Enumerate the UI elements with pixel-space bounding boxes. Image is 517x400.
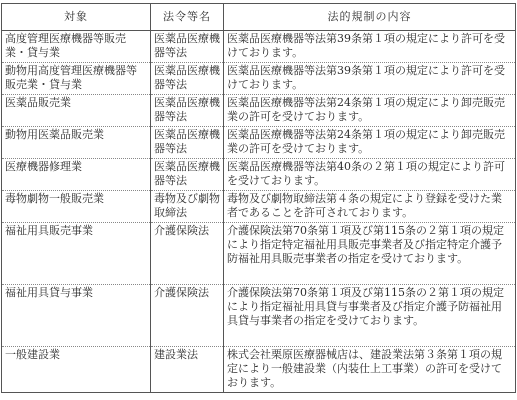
row-content: 医薬品医療機器等法第39条第１項の規定により許可を受けております。 <box>224 31 516 63</box>
header-content: 法的規制の内容 <box>224 4 516 31</box>
row-content: 医薬品医療機器等法第24条第１項の規定により卸売販売業の許可を受けております。 <box>224 95 516 127</box>
header-target: 対象 <box>2 4 151 31</box>
row-law: 介護保険法 <box>151 223 224 285</box>
table-row <box>2 347 516 393</box>
row-target: 医療機器修理業 <box>2 159 151 191</box>
table-row <box>2 63 516 95</box>
table-row <box>2 95 516 127</box>
table-header-row <box>2 4 516 31</box>
row-target: 福祉用具販売事業 <box>2 223 151 285</box>
table-row <box>2 31 516 63</box>
row-law: 建設業法 <box>151 347 224 393</box>
row-content: 介護保険法第70条第１項及び第115条の２第１項の規定により指定特定福祉用具販売事業者及び指定特定介護予防福祉用具販売事業者の指定を受けております。 <box>224 223 516 285</box>
table-row <box>2 285 516 347</box>
table-row <box>2 127 516 159</box>
table-row <box>2 223 516 285</box>
row-content: 株式会社栗原医療器械店は、建設業法第３条第１項の規定により一般建設業（内装仕上工事業）の許可を受けております。 <box>224 347 516 393</box>
row-law: 医薬品医療機器等法 <box>151 127 224 159</box>
row-law: 医薬品医療機器等法 <box>151 31 224 63</box>
regulation-table <box>1 3 516 393</box>
row-content: 介護保険法第70条第１項及び第115条の２第１項の規定により指定福祉用具貸与事業者及び指定介護予防福祉用具貸与事業者の指定を受けております。 <box>224 285 516 347</box>
header-law: 法令等名 <box>151 4 224 31</box>
row-target: 高度管理医療機器等販売業・貸与業 <box>2 31 151 63</box>
row-content: 毒物及び劇物取締法第４条の規定により登録を受けた業者であることを許可されております。 <box>224 191 516 223</box>
row-target: 福祉用具貸与事業 <box>2 285 151 347</box>
table-row <box>2 191 516 223</box>
row-law: 介護保険法 <box>151 285 224 347</box>
row-content: 医薬品医療機器等法第24条第１項の規定により卸売販売業の許可を受けております。 <box>224 127 516 159</box>
table-row <box>2 159 516 191</box>
row-content: 医薬品医療機器等法第40条の２第１項の規定により許可を受けております。 <box>224 159 516 191</box>
row-target: 一般建設業 <box>2 347 151 393</box>
row-target: 動物用医薬品販売業 <box>2 127 151 159</box>
row-law: 医薬品医療機器等法 <box>151 159 224 191</box>
row-target: 毒物劇物一般販売業 <box>2 191 151 223</box>
row-law: 医薬品医療機器等法 <box>151 63 224 95</box>
row-law: 医薬品医療機器等法 <box>151 95 224 127</box>
row-target: 動物用高度管理医療機器等販売業・貸与業 <box>2 63 151 95</box>
row-law: 毒物及び劇物取締法 <box>151 191 224 223</box>
row-target: 医薬品販売業 <box>2 95 151 127</box>
row-content: 医薬品医療機器等法第39条第１項の規定により許可を受けております。 <box>224 63 516 95</box>
